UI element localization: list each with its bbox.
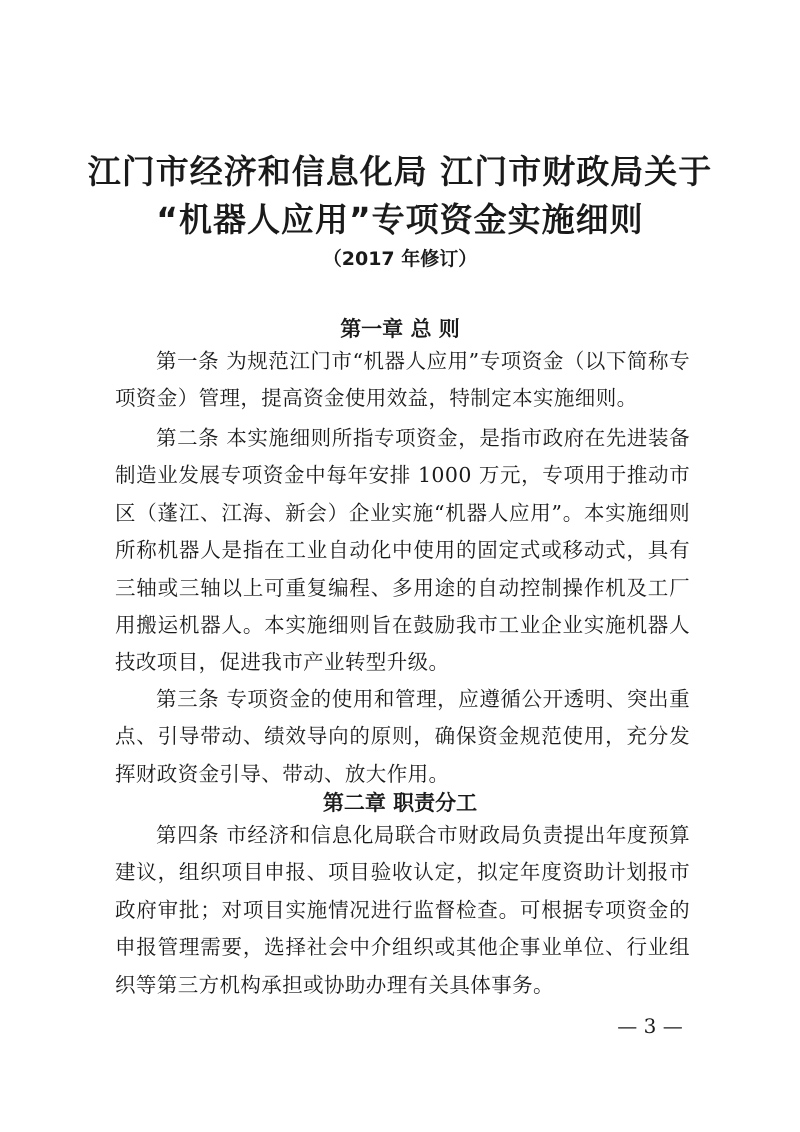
document-title-line-2: “机器人应用”专项资金实施细则	[156, 200, 644, 239]
article-2: 第二条 本实施细则所指专项资金，是指市政府在先进装备制造业发展专项资金中每年安排 1000 万元，专项用于推动市区（蓬江、江海、新会）企业实施“机器人应用”。本实施细则所称机器人是指在工业自动化中使用的固定式或移动式，具有三轴或三轴以上可重复编程、多用途的自动控制操作机及工厂用搬运机器人。本实施细则旨在鼓励我市工业企业实施机器人技改项目，促进我市产业转型升级。	[115, 426, 690, 675]
page-number: — 3 —	[617, 1014, 683, 1038]
chapter-1-heading: 第一章 总 则	[340, 317, 460, 341]
chapter-2-heading: 第二章 职责分工	[322, 791, 478, 815]
article-1: 第一条 为规范江门市“机器人应用”专项资金（以下简称专项资金）管理，提高资金使用效益，特制定本实施细则。	[115, 349, 690, 411]
document-title-line-1: 江门市经济和信息化局 江门市财政局关于	[87, 152, 713, 191]
article-3: 第三条 专项资金的使用和管理，应遵循公开透明、突出重点、引导带动、绩效导向的原则，确保资金规范使用，充分发挥财政资金引导、带动、放大作用。	[115, 687, 690, 786]
article-4: 第四条 市经济和信息化局联合市财政局负责提出年度预算建议，组织项目申报、项目验收认定，拟定年度资助计划报市政府审批；对项目实施情况进行监督检查。可根据专项资金的申报管理需要，选择社会中介组织或其他企事业单位、行业组织等第三方机构承担或协助办理有关具体事务。	[115, 823, 690, 997]
document-subtitle: （2017 年修订）	[322, 248, 478, 270]
